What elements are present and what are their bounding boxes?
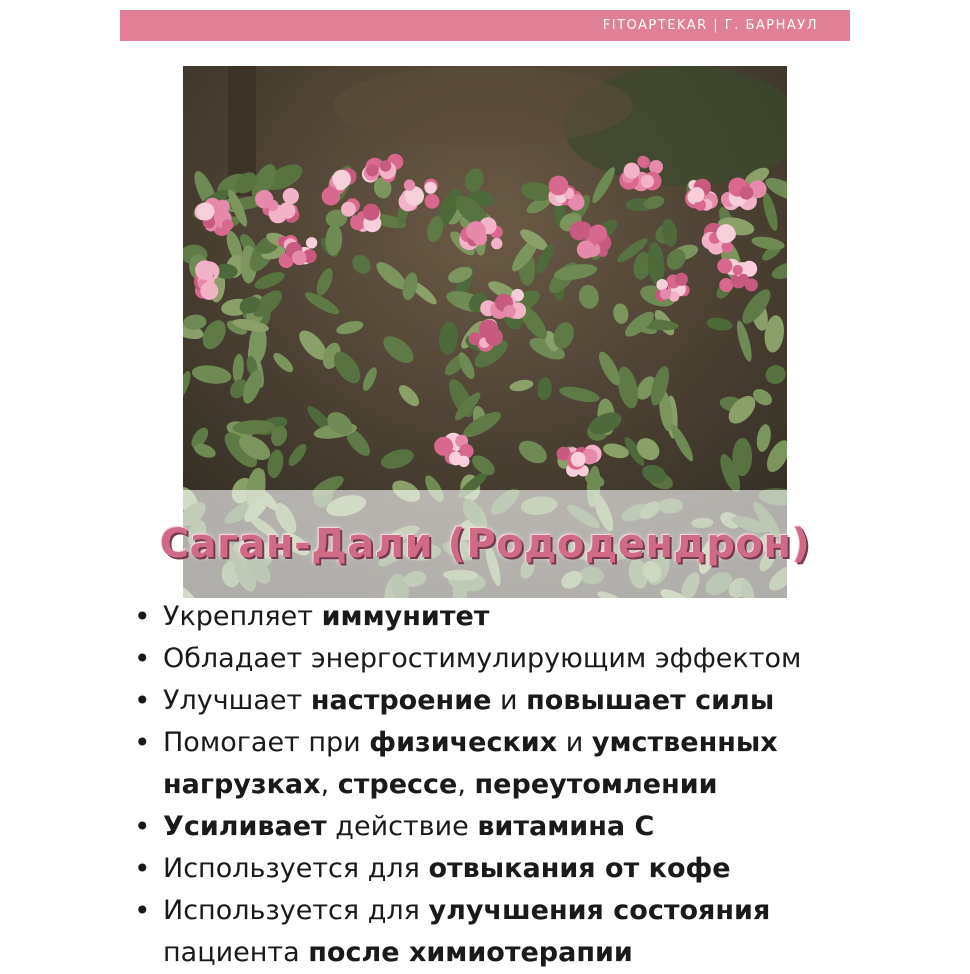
bold-text: витамина С: [477, 811, 655, 842]
petal: [341, 202, 356, 217]
text: и: [557, 727, 592, 758]
petal: [404, 179, 415, 190]
petal: [458, 456, 469, 467]
petal: [577, 241, 595, 259]
list-item: [134, 806, 954, 848]
text: ,: [457, 769, 475, 800]
petal: [292, 251, 307, 266]
petal: [491, 238, 502, 249]
text: Используется для: [163, 895, 429, 926]
bold-text: настроение: [310, 685, 492, 716]
list-item-continuation: [134, 764, 954, 806]
text: Используется для: [163, 853, 429, 884]
petal: [675, 273, 688, 286]
petal: [485, 328, 503, 346]
text: пациента: [163, 937, 309, 968]
petal: [571, 452, 586, 467]
petal: [641, 175, 654, 188]
benefits-list: [134, 596, 954, 974]
list-item: [134, 722, 954, 764]
list-item: [134, 596, 954, 638]
text: Помогает при: [163, 727, 370, 758]
petal: [332, 170, 351, 189]
text: Улучшает: [163, 685, 311, 716]
page-title: Саган-Дали (Рододендрон): [159, 521, 811, 567]
petal: [283, 188, 299, 204]
bold-text: повышает силы: [526, 685, 775, 716]
petal: [574, 221, 592, 239]
text: Укрепляет: [163, 601, 322, 632]
list-item-continuation: [134, 932, 954, 974]
bold-text: переутомлении: [474, 769, 718, 800]
bold-text: улучшения состояния: [428, 895, 771, 926]
petal: [306, 237, 317, 248]
petal: [733, 265, 743, 275]
petal: [717, 258, 732, 273]
bold-text: умственных: [591, 727, 778, 758]
petal: [503, 305, 516, 318]
petal: [366, 164, 378, 176]
list-item: [134, 638, 954, 680]
list-item: [134, 890, 954, 932]
petal: [425, 194, 440, 209]
petal: [267, 200, 278, 211]
header-brand-text: FITOAPTEKAR | Г. БАРНАУЛ: [602, 18, 818, 33]
text: Обладает энергостимулирующим эффектом: [163, 643, 802, 674]
bold-text: иммунитет: [321, 601, 490, 632]
petal: [197, 203, 215, 221]
petal: [549, 176, 569, 196]
petal: [473, 231, 487, 245]
petal: [637, 156, 648, 167]
bold-text: стрессе: [337, 769, 458, 800]
bold-text: после химиотерапии: [308, 937, 633, 968]
bold-text: Усиливает: [163, 811, 327, 842]
list-item: [134, 680, 954, 722]
petal: [363, 204, 380, 221]
text: ,: [320, 769, 338, 800]
bold-text: отвыкания от кофе: [428, 853, 731, 884]
text: и: [491, 685, 527, 716]
petal: [459, 444, 473, 458]
petal: [215, 200, 230, 215]
bold-text: нагрузках: [163, 769, 321, 800]
list-item: [134, 848, 954, 890]
petal: [722, 241, 733, 252]
petal: [624, 163, 640, 179]
text: действие: [326, 811, 478, 842]
petal: [740, 186, 754, 200]
petal: [436, 438, 452, 454]
petal: [716, 224, 735, 243]
petal: [279, 202, 296, 219]
petal: [380, 160, 391, 171]
petal: [322, 187, 341, 206]
petal: [689, 187, 704, 202]
petal: [200, 282, 218, 300]
petal: [660, 289, 671, 300]
petal: [195, 260, 214, 279]
petal: [589, 225, 607, 243]
petal: [425, 182, 437, 194]
header-bar: [120, 10, 850, 41]
bold-text: физических: [369, 727, 558, 758]
petal: [222, 219, 233, 230]
petal: [738, 274, 749, 285]
